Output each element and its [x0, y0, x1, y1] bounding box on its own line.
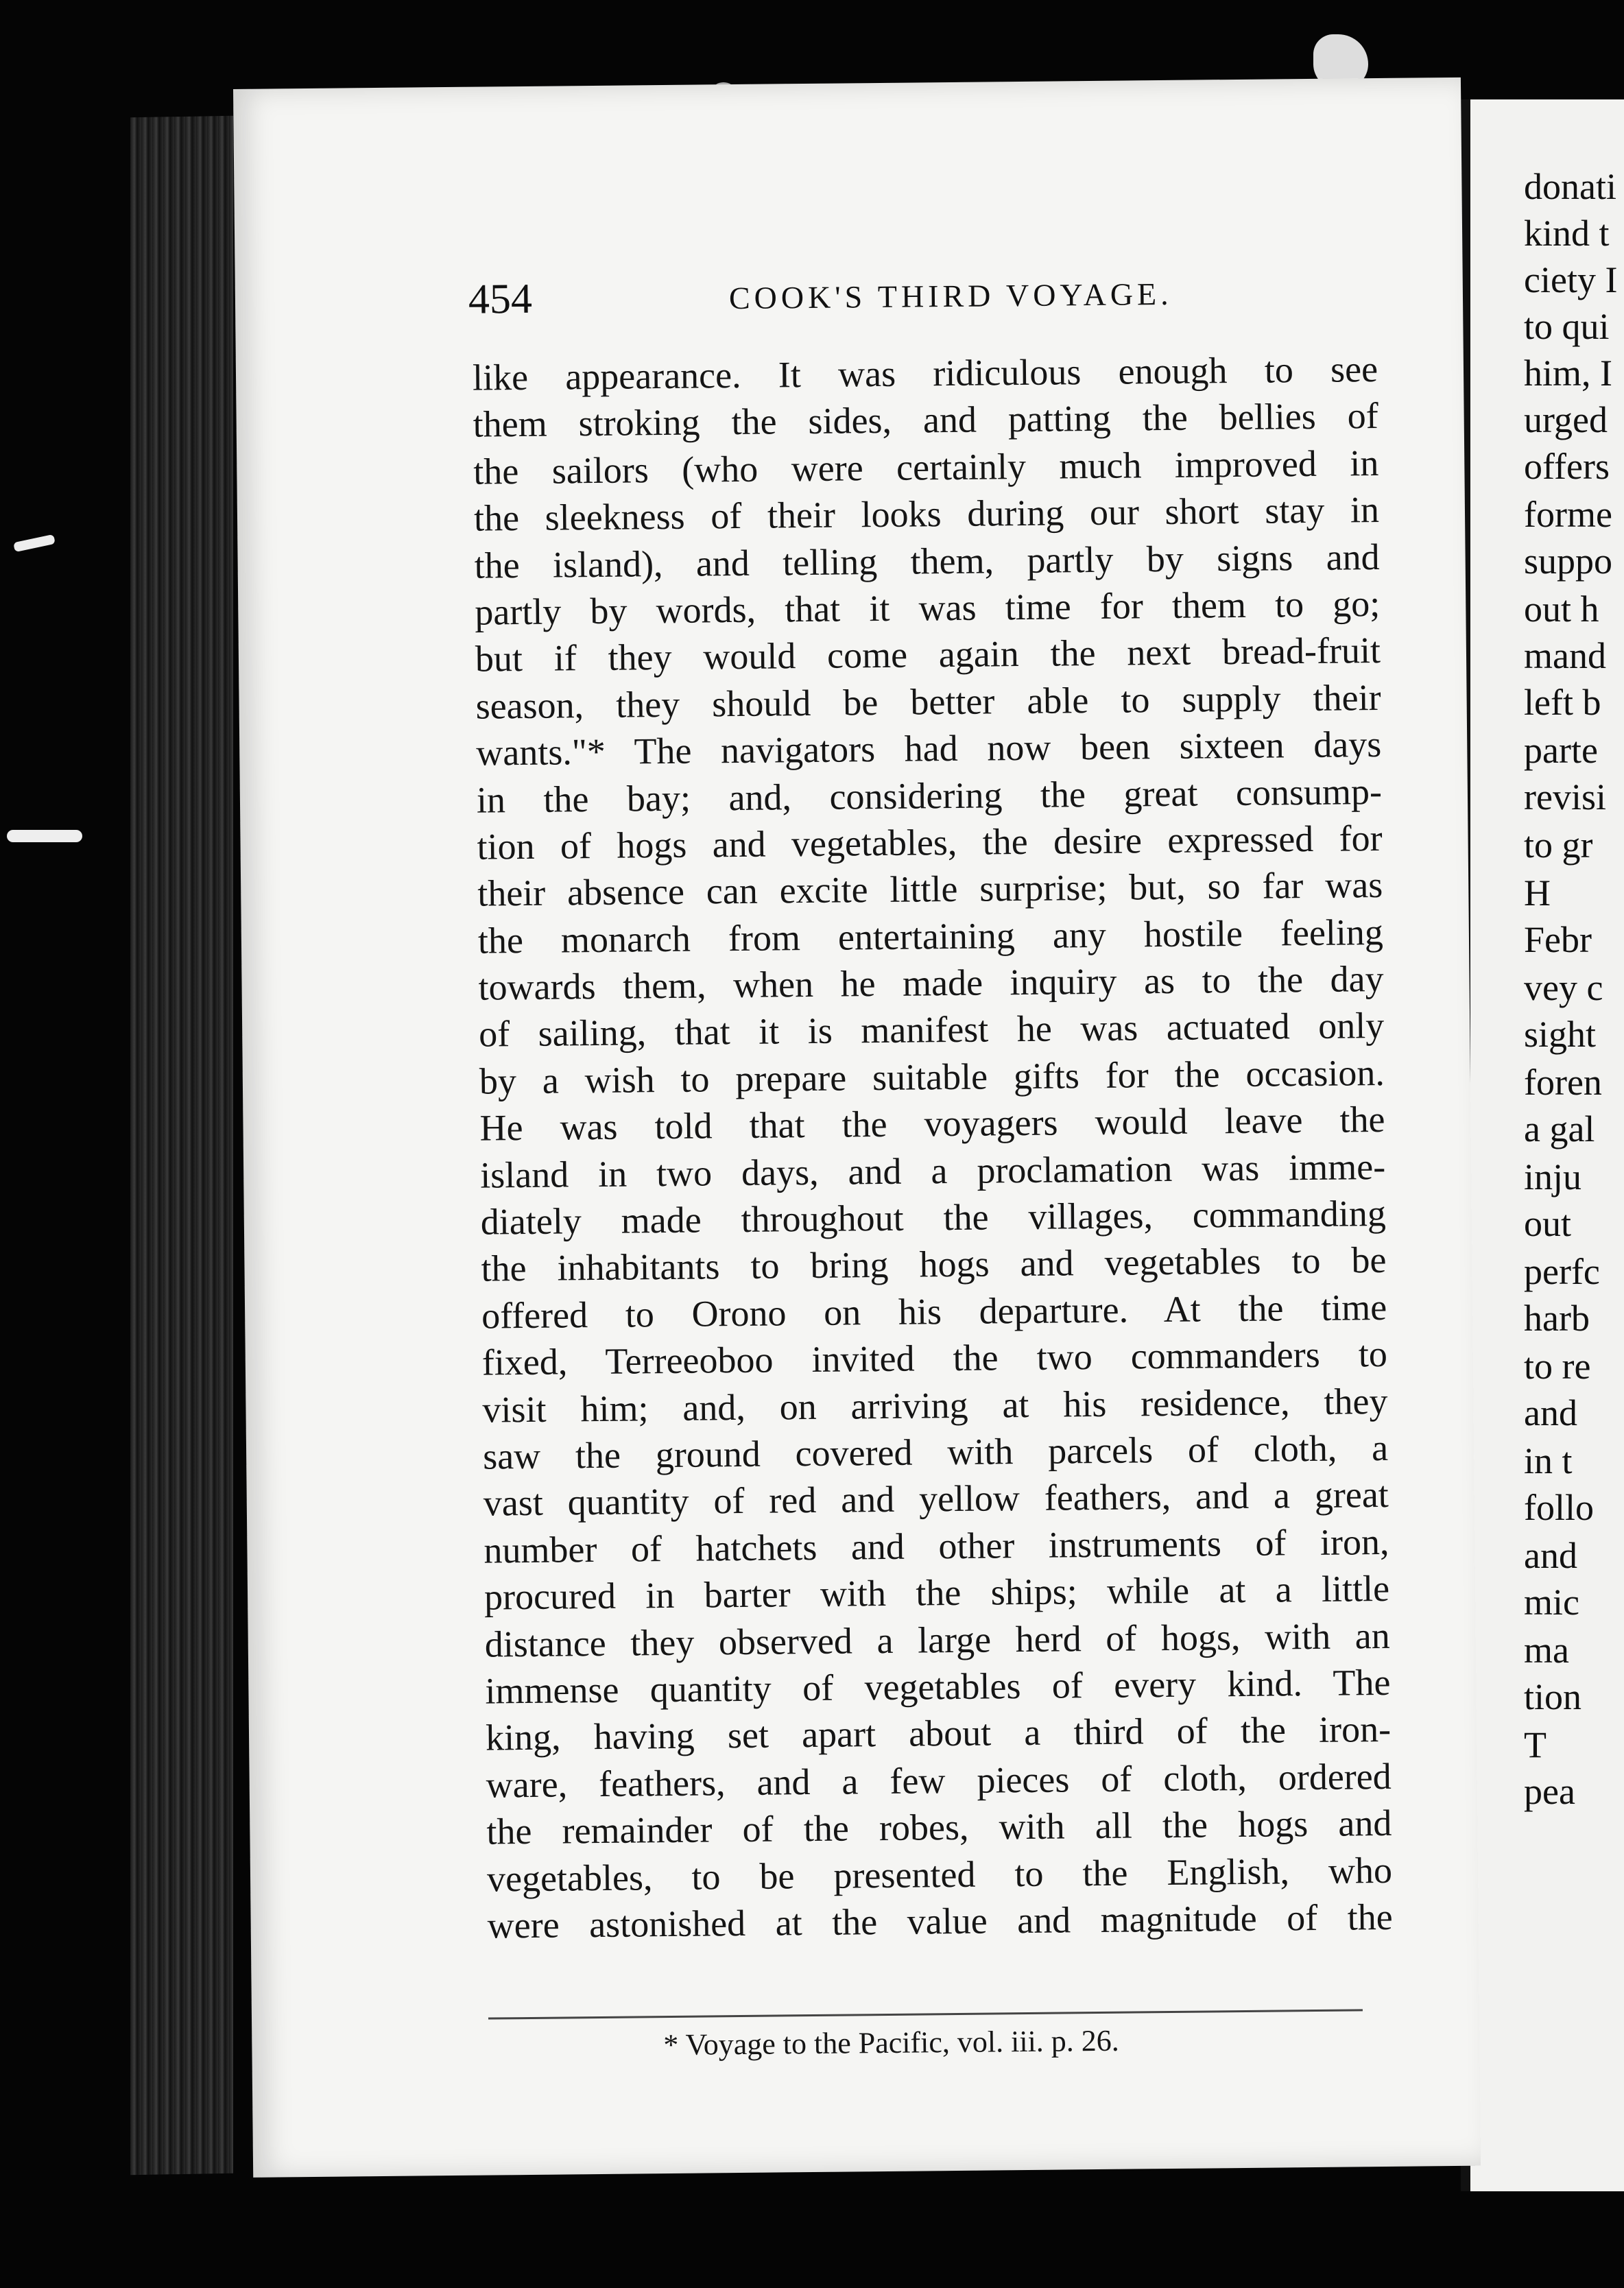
- adjacent-text-fragment: Febr: [1524, 919, 1592, 960]
- adjacent-text-fragment: and: [1524, 1392, 1577, 1433]
- adjacent-text-fragment: pea: [1524, 1771, 1575, 1812]
- adjacent-text-fragment: foren: [1524, 1062, 1602, 1103]
- text-line: the sleekness of their looks during our short stay in: [473, 489, 1380, 539]
- adjacent-text-fragment: offers: [1524, 446, 1610, 487]
- text-line: vegetables, to be presented to the English, who: [486, 1849, 1393, 1900]
- text-line: like appearance. It was ridiculous enough to see: [472, 348, 1378, 398]
- adjacent-text-fragment: mand: [1524, 635, 1606, 676]
- adjacent-text-fragment: H: [1524, 872, 1551, 914]
- adjacent-text-fragment: ciety I: [1524, 259, 1618, 300]
- adjacent-text-fragment: harb: [1524, 1298, 1590, 1339]
- adjacent-text-fragment: perfc: [1524, 1251, 1600, 1292]
- text-line: them stroking the sides, and patting the bellies of: [473, 395, 1378, 446]
- text-line: saw the ground covered with parcels of cloth, a: [482, 1427, 1389, 1477]
- text-line: their absence can excite little surprise; but, so far was: [477, 864, 1383, 914]
- text-line: He was told that the voyagers would leave the: [479, 1099, 1385, 1149]
- adjacent-text-fragment: donati: [1524, 166, 1616, 207]
- text-line: were astonished at the value and magnitude of the: [487, 1896, 1393, 1946]
- adjacent-text-fragment: vey c: [1524, 967, 1603, 1008]
- text-line: number of hatchets and other instruments of iron,: [483, 1521, 1389, 1571]
- text-line: ware, feathers, and a few pieces of cloth, ordered: [486, 1755, 1392, 1806]
- text-line: the remainder of the robes, with all the hogs and: [486, 1802, 1392, 1852]
- text-line: in the bay; and, considering the great consump-: [476, 770, 1383, 821]
- text-line: the island), and telling them, partly by signs and: [474, 536, 1380, 586]
- text-line: tion of hogs and vegetables, the desire expressed for: [477, 817, 1383, 868]
- adjacent-text-fragment: kind t: [1524, 213, 1610, 254]
- text-line: procured in barter with the ships; while at a little: [483, 1568, 1390, 1618]
- text-line: towards them, when he made inquiry as to the day: [478, 958, 1384, 1008]
- adjacent-text-fragment: to qui: [1524, 306, 1610, 347]
- text-line: but if they would come again the next bread-fruit: [475, 630, 1381, 680]
- text-line: island in two days, and a proclamation was imme-: [479, 1145, 1386, 1196]
- adjacent-text-fragment: left b: [1524, 682, 1601, 723]
- adjacent-text-fragment: forme: [1524, 494, 1612, 535]
- text-line: vast quantity of red and yellow feathers, and a great: [483, 1474, 1389, 1524]
- adjacent-text-fragment: urged: [1524, 399, 1608, 440]
- text-line: immense quantity of vegetables of every kind. The: [485, 1661, 1391, 1712]
- footnote-rule: [488, 2009, 1363, 2019]
- running-head: COOK'S THIRD VOYAGE.: [728, 276, 1173, 316]
- text-line: king, having set apart about a third of the iron-: [485, 1708, 1392, 1759]
- adjacent-text-fragment: follo: [1524, 1487, 1594, 1528]
- text-line: of sailing, that it is manifest he was actuated only: [478, 1005, 1385, 1056]
- adjacent-text-fragment: a gal: [1524, 1108, 1595, 1149]
- book-page: [233, 78, 1481, 2178]
- adjacent-text-fragment: inju: [1524, 1156, 1582, 1197]
- text-line: by a wish to prepare suitable gifts for the occasion.: [479, 1051, 1385, 1102]
- text-line: fixed, Terreeoboo invited the two commanders to: [481, 1333, 1388, 1383]
- adjacent-text-fragment: sight: [1524, 1014, 1597, 1055]
- text-line: diately made throughout the villages, commanding: [480, 1192, 1387, 1243]
- page-edge-fragment: [7, 830, 82, 842]
- page-edge-fragment: [13, 534, 56, 552]
- text-line: offered to Orono on his departure. At the time: [481, 1286, 1387, 1337]
- text-line: distance they observed a large herd of hogs, with an: [484, 1614, 1391, 1665]
- adjacent-text-fragment: suppo: [1524, 540, 1613, 582]
- adjacent-page: [1461, 99, 1624, 2191]
- text-line: wants."* The navigators had now been sixteen days: [476, 724, 1382, 774]
- adjacent-text-fragment: out: [1524, 1203, 1572, 1244]
- adjacent-text-fragment: in t: [1524, 1440, 1573, 1481]
- adjacent-text-fragment: parte: [1524, 730, 1598, 771]
- text-line: the monarch from entertaining any hostile feeling: [477, 911, 1384, 962]
- body-text: [473, 346, 1393, 1949]
- adjacent-text-fragment: to gr: [1524, 824, 1593, 866]
- adjacent-text-fragment: ma: [1524, 1630, 1569, 1671]
- adjacent-text-fragment: him, I: [1524, 353, 1612, 394]
- text-line: the sailors (who were certainly much improved in: [473, 442, 1379, 492]
- adjacent-text-fragment: out h: [1524, 588, 1599, 630]
- adjacent-text-fragment: and: [1524, 1535, 1577, 1576]
- adjacent-text-fragment: to re: [1524, 1346, 1591, 1387]
- adjacent-text-fragment: mic: [1524, 1582, 1579, 1623]
- text-line: partly by words, that it was time for them to go;: [475, 582, 1381, 633]
- text-line: the inhabitants to bring hogs and vegetables to be: [481, 1239, 1387, 1290]
- footnote: * Voyage to the Pacific, vol. iii. p. 26.: [663, 2023, 1120, 2062]
- adjacent-text-fragment: T: [1524, 1724, 1547, 1765]
- text-line: visit him; and, on arriving at his residence, they: [482, 1380, 1388, 1431]
- adjacent-text-fragment: tion: [1524, 1676, 1582, 1717]
- adjacent-text-fragment: revisi: [1524, 776, 1606, 818]
- book-spine-edge: [130, 116, 233, 2176]
- page-number: 454: [468, 275, 533, 323]
- text-line: season, they should be better able to supply their: [475, 676, 1381, 727]
